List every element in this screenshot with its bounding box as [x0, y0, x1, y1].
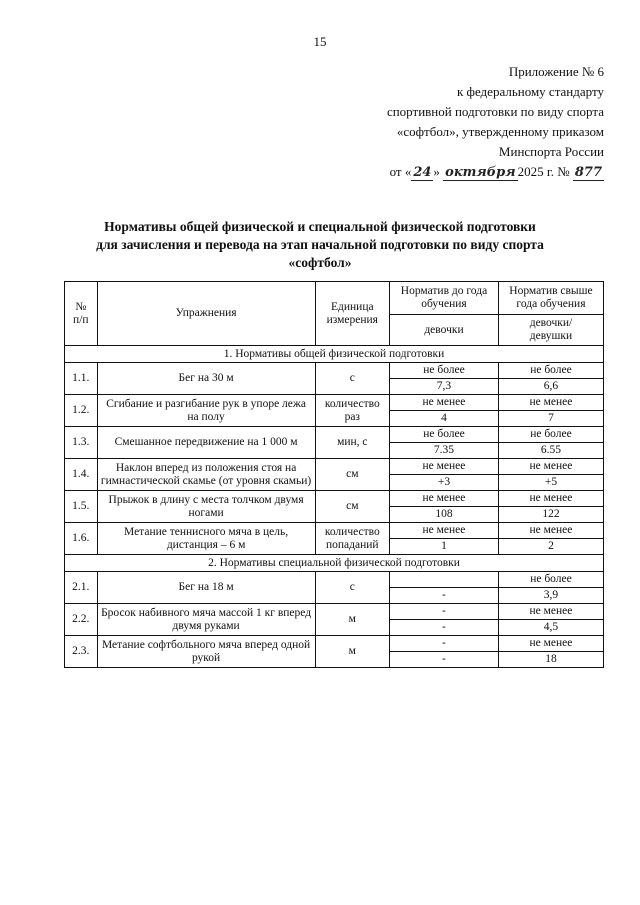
norm-first-year-condition: не менее — [390, 459, 499, 475]
norm-first-year-value: +3 — [390, 475, 499, 491]
norm-first-year-condition: не менее — [390, 523, 499, 539]
norm-after-year-value: 4,5 — [498, 620, 603, 636]
section-title: 2. Нормативы специальной физической подготовки — [65, 555, 604, 572]
norm-after-year-value: 6.55 — [498, 443, 603, 459]
row-number: 1.4. — [65, 459, 98, 491]
appendix-line: спортивной подготовки по виду спорта — [386, 104, 604, 119]
norm-first-year-condition: не менее — [390, 491, 499, 507]
unit-of-measure: см — [315, 491, 389, 523]
appendix-line: к федеральному стандарту — [456, 84, 604, 99]
table-row — [65, 572, 604, 588]
unit-of-measure: количество попаданий — [315, 523, 389, 555]
header-norm-after-year: Норматив свыше года обучения — [498, 282, 603, 315]
norm-after-year-condition: не более — [498, 572, 603, 588]
header-gender-girls-young-women: девочки/ девушки — [498, 315, 603, 346]
unit-of-measure: с — [315, 572, 389, 604]
row-number: 2.2. — [65, 604, 98, 636]
header-exercise: Упражнения — [97, 282, 315, 346]
row-number: 2.3. — [65, 636, 98, 668]
table-row — [65, 604, 604, 620]
norm-first-year-value: - — [390, 588, 499, 604]
row-number: 1.6. — [65, 523, 98, 555]
table-row — [65, 427, 604, 443]
norm-after-year-condition: не менее — [498, 523, 603, 539]
appendix-header — [314, 62, 604, 183]
page-number: 15 — [313, 34, 327, 49]
row-number: 1.1. — [65, 363, 98, 395]
table-row — [65, 636, 604, 652]
header-gender-girls: девочки — [390, 315, 499, 346]
norm-first-year-condition: не менее — [390, 395, 499, 411]
norm-first-year-condition: - — [390, 636, 499, 652]
norm-after-year-condition: не менее — [498, 491, 603, 507]
row-number: 1.5. — [65, 491, 98, 523]
date-day-handwritten: 24 — [413, 165, 432, 180]
norm-after-year-condition: не менее — [498, 604, 603, 620]
norm-first-year-condition: не более — [390, 363, 499, 379]
table-row — [65, 363, 604, 379]
table-row — [65, 459, 604, 475]
appendix-line: Приложение № 6 — [508, 64, 604, 79]
exercise-name: Бросок набивного мяча массой 1 кг вперед двумя руками — [97, 604, 315, 636]
exercise-name: Бег на 18 м — [97, 572, 315, 604]
norm-after-year-condition: не менее — [498, 395, 603, 411]
norm-first-year-value: 4 — [390, 411, 499, 427]
date-mid: » — [433, 164, 440, 179]
unit-of-measure: количество раз — [315, 395, 389, 427]
norm-first-year-value: 1 — [390, 539, 499, 555]
norm-after-year-value: 122 — [498, 507, 603, 523]
exercise-name: Метание теннисного мяча в цель, дистанция – 6 м — [97, 523, 315, 555]
exercise-name: Наклон вперед из положения стоя на гимнастической скамье (от уровня скамьи) — [97, 459, 315, 491]
norm-first-year-value: 7.35 — [390, 443, 499, 459]
section-row — [65, 346, 604, 363]
order-date-line — [314, 162, 604, 183]
unit-of-measure: мин, с — [315, 427, 389, 459]
title-line: для зачисления и перевода на этап начальной подготовки по виду спорта — [96, 237, 544, 252]
header-norm-first-year: Норматив до года обучения — [390, 282, 499, 315]
norm-after-year-value: +5 — [498, 475, 603, 491]
norm-after-year-condition: не менее — [498, 636, 603, 652]
norm-after-year-condition: не более — [498, 427, 603, 443]
exercise-name: Смешанное передвижение на 1 000 м — [97, 427, 315, 459]
norm-after-year-value: 3,9 — [498, 588, 603, 604]
row-number: 2.1. — [65, 572, 98, 604]
norm-after-year-condition: не менее — [498, 459, 603, 475]
unit-of-measure: м — [315, 604, 389, 636]
norm-first-year-condition: - — [390, 604, 499, 620]
norm-after-year-value: 2 — [498, 539, 603, 555]
table-row — [65, 395, 604, 411]
norm-first-year-value: - — [390, 620, 499, 636]
section-title: 1. Нормативы общей физической подготовки — [65, 346, 604, 363]
exercise-name: Бег на 30 м — [97, 363, 315, 395]
norm-after-year-value: 18 — [498, 652, 603, 668]
date-prefix: от « — [389, 164, 412, 179]
section-row — [65, 555, 604, 572]
norm-first-year-condition: не более — [390, 427, 499, 443]
header-unit: Единица измерения — [315, 282, 389, 346]
norm-first-year-value: 7,3 — [390, 379, 499, 395]
exercise-name: Сгибание и разгибание рук в упоре лежа на полу — [97, 395, 315, 427]
norm-first-year-condition — [390, 572, 499, 588]
date-month-handwritten: октября — [445, 165, 516, 180]
exercise-name: Прыжок в длину с места толчком двумя ногами — [97, 491, 315, 523]
norm-after-year-value: 6,6 — [498, 379, 603, 395]
header-num: № п/п — [65, 282, 98, 346]
order-number-handwritten: 877 — [574, 165, 602, 180]
exercise-name: Метание софтбольного мяча вперед одной рукой — [97, 636, 315, 668]
row-number: 1.2. — [65, 395, 98, 427]
document-title — [0, 218, 640, 272]
unit-of-measure: с — [315, 363, 389, 395]
title-line: «софтбол» — [288, 255, 352, 270]
norm-after-year-condition: не более — [498, 363, 603, 379]
table-row — [65, 491, 604, 507]
norm-after-year-value: 7 — [498, 411, 603, 427]
unit-of-measure: м — [315, 636, 389, 668]
row-number: 1.3. — [65, 427, 98, 459]
date-year: 2025 г. № — [517, 164, 570, 179]
table-header-row — [65, 282, 604, 315]
norms-table — [64, 281, 604, 668]
table-row — [65, 523, 604, 539]
norm-first-year-value: - — [390, 652, 499, 668]
norm-first-year-value: 108 — [390, 507, 499, 523]
unit-of-measure: см — [315, 459, 389, 491]
appendix-line: «софтбол», утвержденному приказом — [396, 124, 604, 139]
title-line: Нормативы общей физической и специальной физической подготовки — [104, 219, 536, 234]
appendix-line: Минспорта России — [498, 144, 604, 159]
